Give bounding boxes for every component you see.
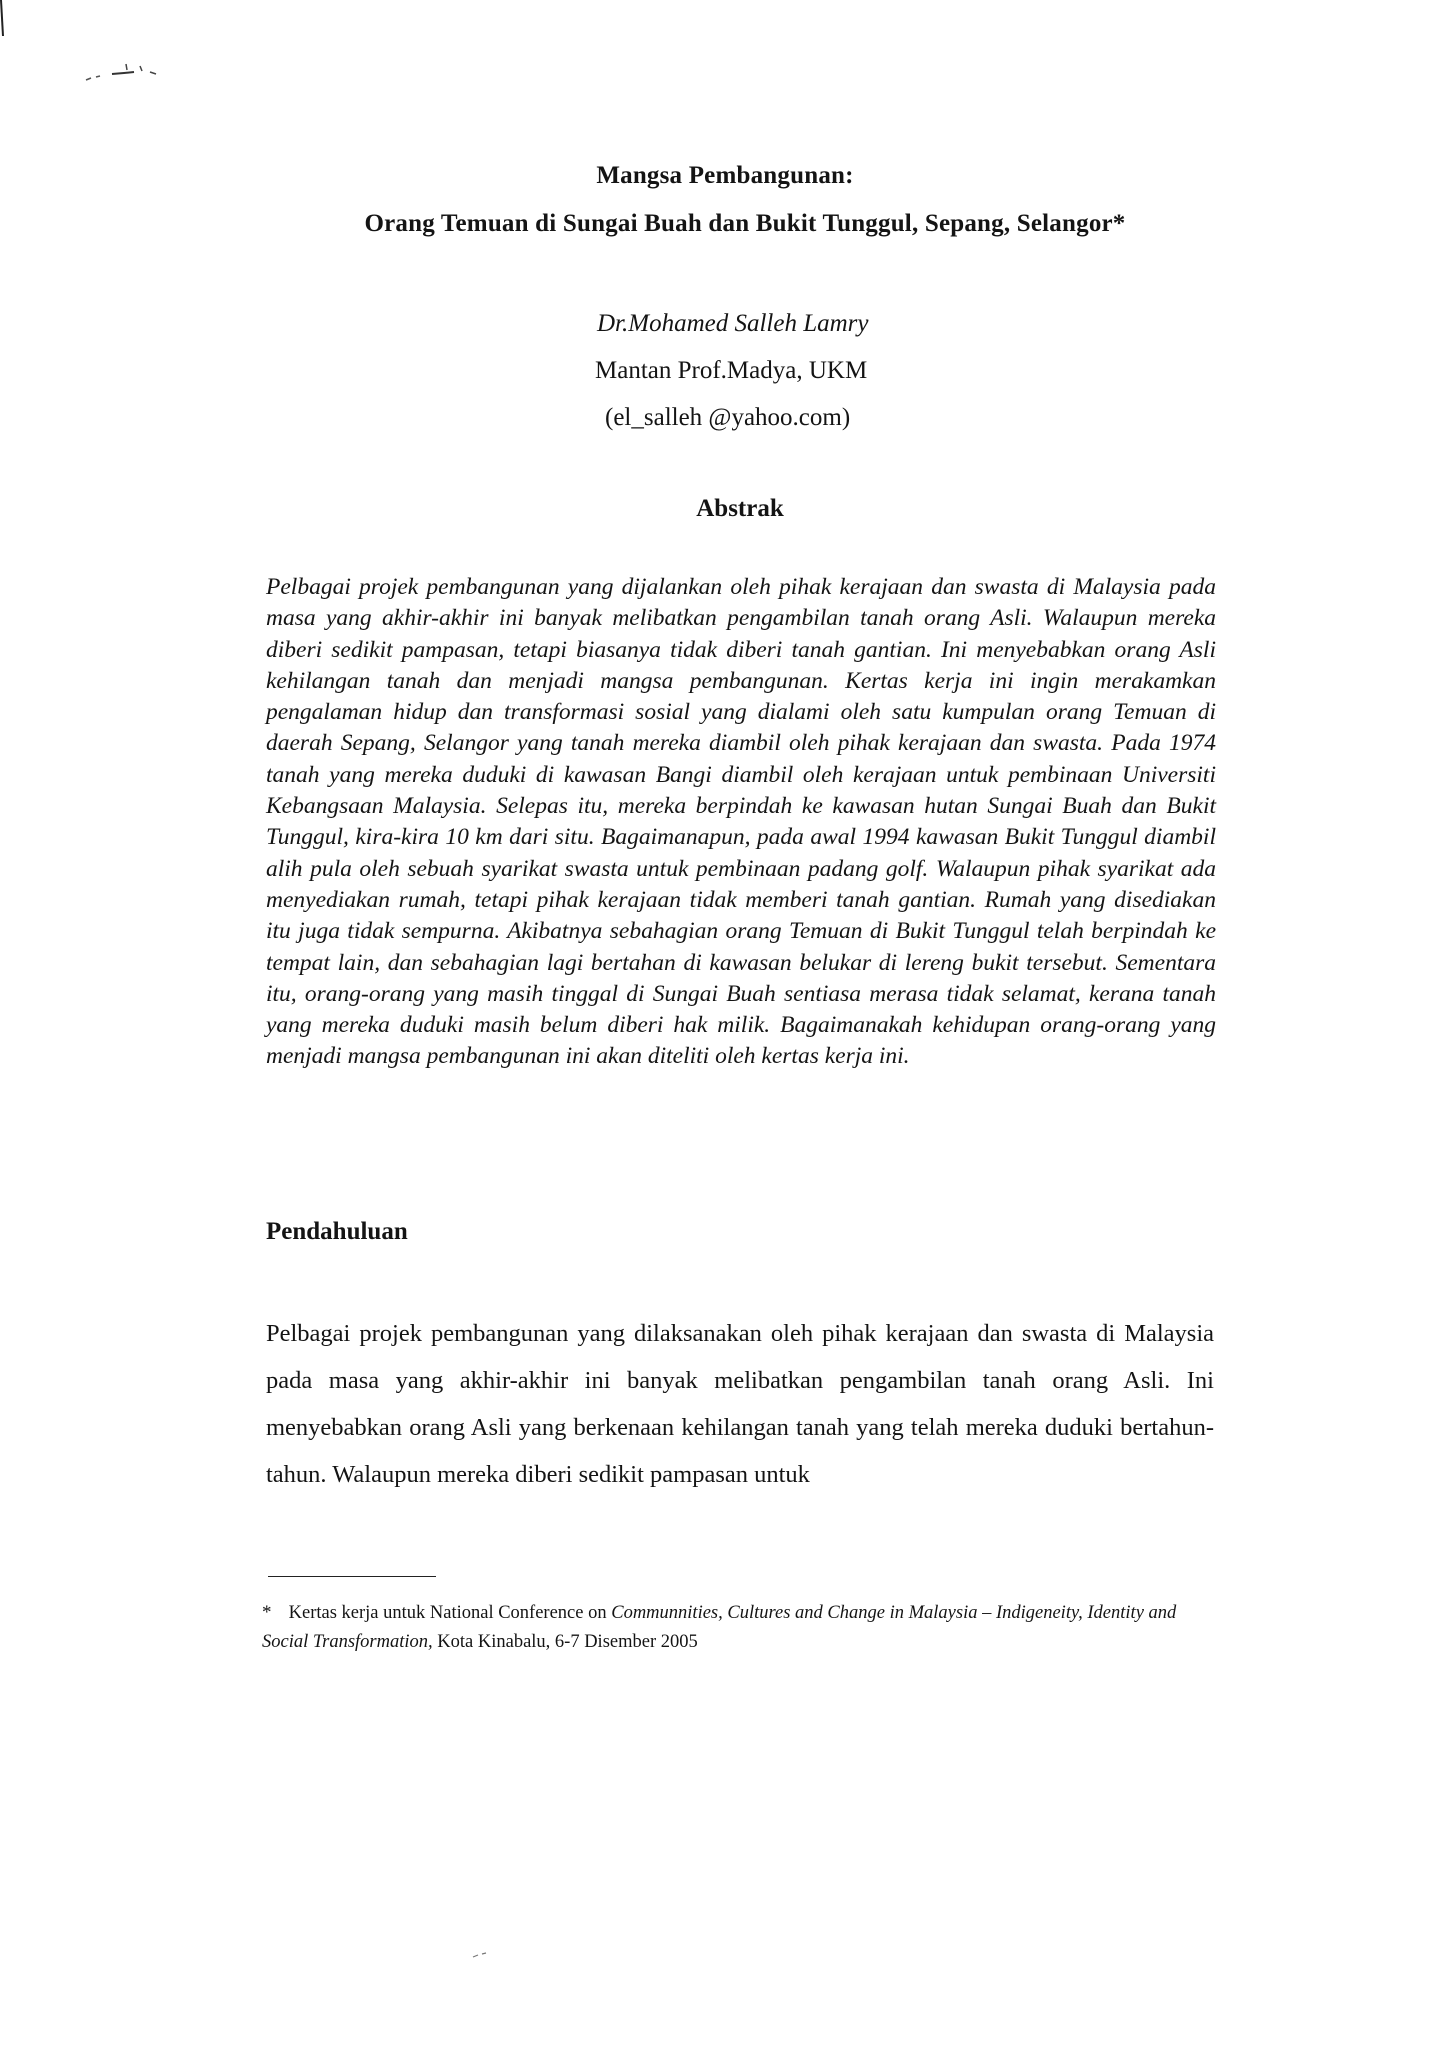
introduction-text: Pelbagai projek pembangunan yang dilaksanakan oleh pihak kerajaan dan swasta di Malaysia pada masa yang akhir-akhir ini banyak melibatkan pengambilan tanah orang Asli. Ini menyebabkan orang Asli yang berkenaan kehilangan tanah yang telah mereka duduki bertahun-tahun. Walaupun mereka diberi sedikit pampasan untuk	[266, 1320, 1214, 1488]
paper-title-line-2: Orang Temuan di Sungai Buah dan Bukit Tunggul, Sepang, Selangor*	[364, 210, 1126, 237]
abstract-heading: Abstrak	[696, 495, 784, 522]
author-affiliation: Mantan Prof.Madya, UKM	[595, 357, 868, 384]
author-email: (el_salleh @yahoo.com)	[605, 404, 851, 431]
author-name: Dr.Mohamed Salleh Lamry	[597, 310, 869, 337]
footnote-suffix: Kota Kinabalu, 6-7 Disember 2005	[437, 1632, 698, 1652]
scan-edge-mark	[0, 0, 6, 36]
scan-smudge-mark	[82, 58, 172, 86]
footnote-divider	[268, 1576, 436, 1577]
paper-title-line-1: Mangsa Pembangunan:	[596, 162, 854, 189]
abstract-text: Pelbagai projek pembangunan yang dijalankan oleh pihak kerajaan dan swasta di Malaysia pada masa yang akhir-akhir ini banyak melibatkan pengambilan tanah orang Asli. Walaupun mereka diberi sedikit pampasan, tetapi biasanya tidak diberi tanah gantian. Ini menyebabkan orang Asli kehilangan tanah dan menjadi mangsa pembangunan. Kertas kerja ini ingin merakamkan pengalaman hidup dan transformasi sosial yang dialami oleh satu kumpulan orang Temuan di daerah Sepang, Selangor yang tanah mereka diambil oleh pihak kerajaan dan swasta. Pada 1974 tanah yang mereka duduki di kawasan Bangi diambil oleh kerajaan untuk pembinaan Universiti Kebangsaan Malaysia. Selepas itu, mereka berpindah ke kawasan hutan Sungai Buah dan Bukit Tunggul, kira-kira 10 km dari situ. Bagaimanapun, pada awal 1994 kawasan Bukit Tunggul diambil alih pula oleh sebuah syarikat swasta untuk pembinaan padang golf. Walaupun pihak syarikat ada menyediakan rumah, tetapi pihak kerajaan tidak memberi tanah gantian. Rumah yang disediakan itu juga tidak sempurna. Akibatnya sebahagian orang Temuan di Bukit Tunggul telah berpindah ke tempat lain, dan sebahagian lagi bertahan di kawasan belukar di lereng bukit tersebut. Sementara itu, orang-orang yang masih tinggal di Sungai Buah sentiasa merasa tidak selamat, kerana tanah yang mereka duduki masih belum diberi hak milik. Bagaimanakah kehidupan orang-orang yang menjadi mangsa pembangunan ini akan diteliti oleh kertas kerja ini.	[266, 574, 1216, 1070]
footnote	[262, 1598, 1222, 1657]
author-block	[595, 300, 869, 441]
scan-speck-mark	[470, 1950, 492, 1960]
footnote-marker: *	[262, 1602, 272, 1623]
footnote-prefix: Kertas kerja untuk National Conference on	[288, 1603, 607, 1623]
introduction-heading: Pendahuluan	[266, 1218, 408, 1245]
footnote-conference-title: Communnities, Cultures and Change in Malaysia – Indigeneity, Identity and Social Transformation,	[262, 1603, 1177, 1652]
